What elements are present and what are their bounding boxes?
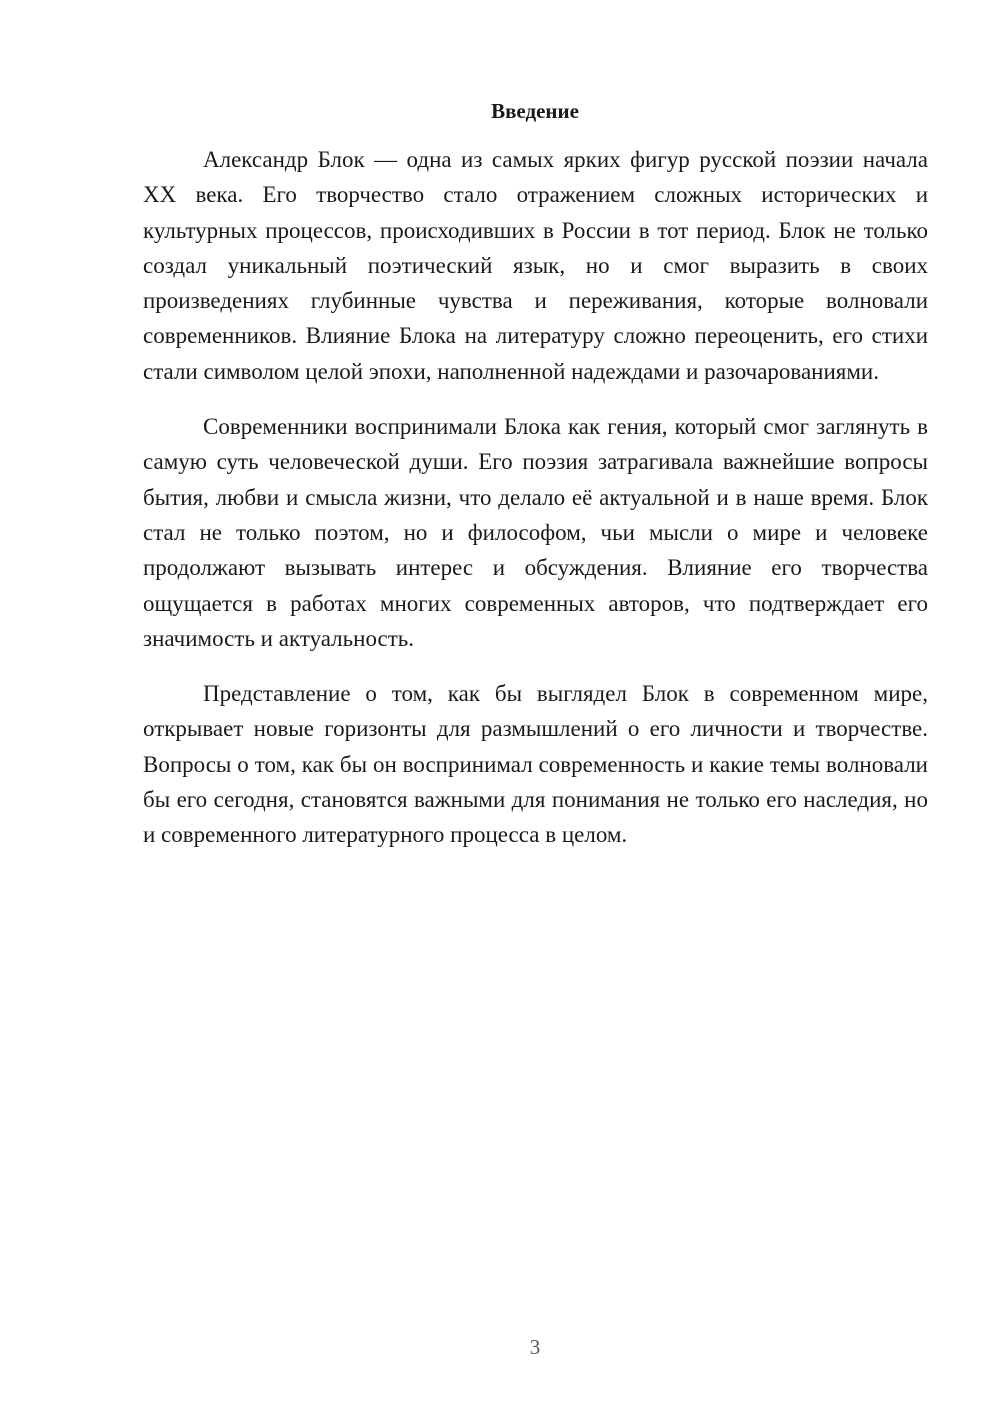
section-heading: Введение [491,99,579,123]
paragraph-2: Современники воспринимали Блока как гения, который смог заглянуть в самую суть человеческой души. Его поэзия затрагивала важнейшие вопросы бытия, любви и смысла жизни, что делало её актуальной и в наше время. Блок стал не только поэтом, но и философом, чьи мысли о мире и человеке продолжают вызывать интерес и обсуждения. Влияние его творчества ощущается в работах многих современных авторов, что подтверждает его значимость и актуальность. [143,414,928,651]
paragraph-3: Представление о том, как бы выглядел Блок в современном мире, открывает новые горизонты для размышлений о его личности и творчестве. Вопросы о том, как бы он воспринимал современность и какие темы волновали бы его сегодня, становятся важными для понимания не только его наследия, но и современного литературного процесса в целом. [143,681,928,848]
body-text [143,142,928,873]
page-number: 3 [529,1335,541,1359]
paragraph-1: Александр Блок — одна из самых ярких фигур русской поэзии начала XX века. Его творчество стало отражением сложных исторических и культурных процессов, происходивших в России в тот период. Блок не только создал уникальный поэтический язык, но и смог выразить в своих произведениях глубинные чувства и переживания, которые волновали современников. Влияние Блока на литературу сложно переоценить, его стихи стали символом целой эпохи, наполненной надеждами и разочарованиями. [143,147,928,384]
